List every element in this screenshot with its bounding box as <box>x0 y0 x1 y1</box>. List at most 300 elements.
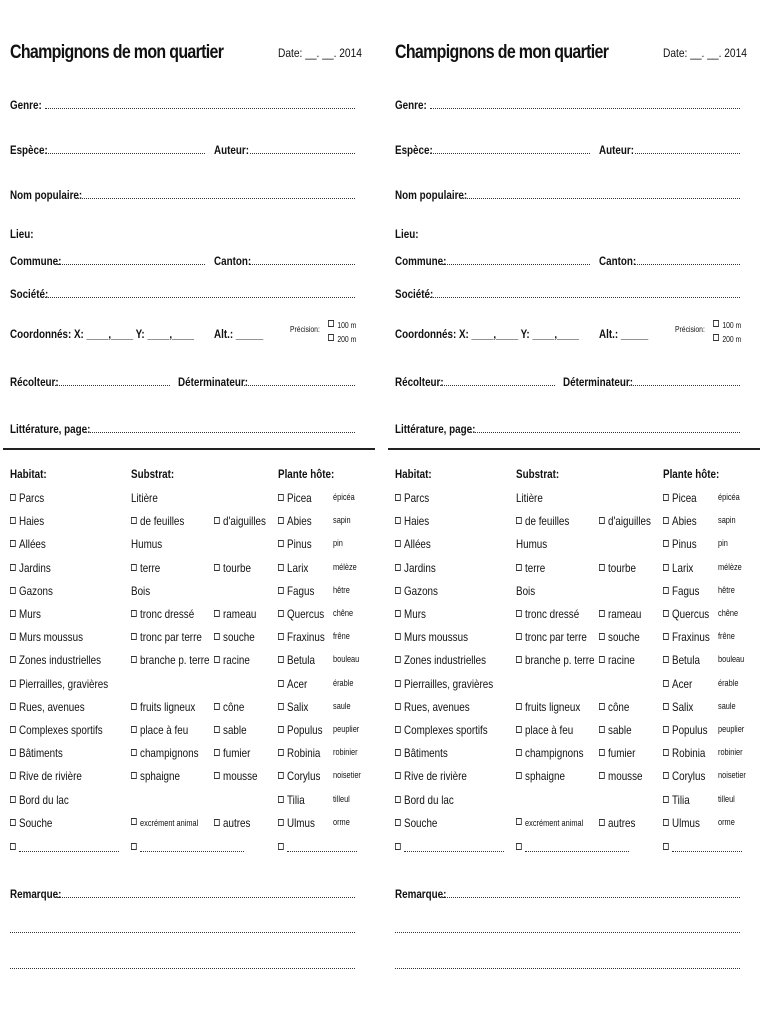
checkbox-icon <box>10 494 16 501</box>
checkbox-icon <box>214 610 220 617</box>
checkbox-icon <box>663 587 669 594</box>
substrat-checkbox[interactable]: excrément animal <box>131 818 198 828</box>
checkbox-icon <box>278 726 284 733</box>
plante-hote-checkbox[interactable]: Quercus <box>663 607 709 621</box>
plante-hote-checkbox[interactable]: Betula <box>663 653 700 667</box>
checkbox-icon <box>599 633 605 640</box>
auteur-field[interactable] <box>250 153 355 154</box>
plante-hote-common-name: sapin <box>718 515 736 526</box>
checkbox-icon <box>663 819 669 826</box>
plante-hote-checkbox[interactable]: Pinus <box>278 537 312 551</box>
remarque-line-3[interactable] <box>10 968 355 969</box>
habitat-checkbox[interactable]: Zones industrielles <box>395 653 486 667</box>
checkbox-icon <box>10 633 16 640</box>
precision-100m-checkbox[interactable]: 100 m <box>328 320 356 330</box>
precision-100m-checkbox[interactable]: 100 m <box>713 320 741 330</box>
checkbox-icon <box>395 633 401 640</box>
checkbox-icon <box>395 726 401 733</box>
checkbox-icon <box>663 843 669 850</box>
checkbox-icon <box>10 843 16 850</box>
recolteur-label: Récolteur: <box>395 375 444 389</box>
checkbox-icon <box>131 726 137 733</box>
checkbox-icon <box>663 494 669 501</box>
checkbox-icon <box>395 843 401 850</box>
espece-field[interactable] <box>430 153 590 154</box>
plante-hote-common-name: chêne <box>333 608 354 618</box>
substrat-checkbox[interactable]: autres <box>599 816 635 830</box>
plante-hote-common-name: épicéa <box>718 492 740 502</box>
habitat-checkbox[interactable]: Haies <box>395 514 429 528</box>
checkbox-icon <box>214 703 220 710</box>
checkbox-icon <box>663 540 669 547</box>
substrat-checkbox[interactable]: d'aiguilles <box>599 514 651 528</box>
altitude-field[interactable]: Alt.: _____ <box>599 327 649 341</box>
societe-label: Société: <box>10 287 49 301</box>
substrat-checkbox[interactable]: sable <box>214 723 247 737</box>
checkbox-icon <box>278 843 284 850</box>
habitat-checkbox[interactable]: Allées <box>10 537 46 551</box>
habitat-checkbox[interactable]: Jardins <box>10 561 51 575</box>
checkbox-icon <box>599 726 605 733</box>
checkbox-icon <box>278 796 284 803</box>
habitat-checkbox[interactable]: Rues, avenues <box>10 700 85 714</box>
checkbox-icon <box>663 726 669 733</box>
checkbox-icon <box>10 796 16 803</box>
habitat-checkbox[interactable]: Bord du lac <box>395 793 454 807</box>
plante-hote-checkbox[interactable]: Abies <box>278 514 312 528</box>
checkbox-icon <box>395 494 401 501</box>
checkbox-icon <box>214 564 220 571</box>
habitat-checkbox[interactable]: Bord du lac <box>10 793 69 807</box>
checkbox-icon <box>10 587 16 594</box>
recolteur-field[interactable] <box>55 385 170 386</box>
checkbox-icon <box>599 656 605 663</box>
checkbox-icon <box>10 819 16 826</box>
remarque-field[interactable] <box>442 897 740 898</box>
substrat-checkbox[interactable]: fruits ligneux <box>516 700 580 714</box>
nom-populaire-field[interactable] <box>463 198 740 199</box>
checkbox-icon <box>516 749 522 756</box>
substrat-category: Humus <box>131 537 163 552</box>
checkbox-icon <box>713 320 719 327</box>
auteur-label: Auteur: <box>599 143 634 157</box>
habitat-checkbox[interactable]: Haies <box>10 514 44 528</box>
substrat-checkbox[interactable]: d'aiguilles <box>214 514 266 528</box>
checkbox-icon <box>10 610 16 617</box>
substrat-checkbox[interactable]: tourbe <box>599 561 636 575</box>
substrat-checkbox[interactable]: de feuilles <box>516 514 569 528</box>
plante-hote-common-name: orme <box>718 816 735 827</box>
substrat-checkbox[interactable]: terre <box>131 561 160 575</box>
plante-hote-common-name: érable <box>333 677 354 688</box>
substrat-checkbox[interactable]: fumier <box>599 746 635 760</box>
checkbox-icon <box>131 843 137 850</box>
substrat-other-field[interactable] <box>140 851 244 852</box>
plante-hote-common-name: tilleul <box>718 793 735 804</box>
plante-hote-common-name: chêne <box>718 608 739 618</box>
plante-hote-checkbox[interactable]: Larix <box>663 561 693 575</box>
commune-field[interactable] <box>442 264 590 265</box>
checkbox-icon <box>214 517 220 524</box>
habitat-checkbox[interactable]: Complexes sportifs <box>395 723 488 737</box>
plante-hote-common-name: orme <box>333 816 350 827</box>
plante-hote-common-name: tilleul <box>333 793 350 804</box>
checkbox-icon <box>663 703 669 710</box>
substrat-checkbox[interactable]: champignons <box>516 746 584 760</box>
canton-field[interactable] <box>635 264 740 265</box>
habitat-checkbox[interactable]: Murs <box>10 607 41 621</box>
litterature-label: Littérature, page: <box>10 422 91 436</box>
checkbox-icon <box>328 320 334 327</box>
substrat-checkbox[interactable]: de feuilles <box>131 514 184 528</box>
checkbox-icon <box>10 517 16 524</box>
genre-field[interactable] <box>45 108 355 109</box>
societe-field[interactable] <box>45 297 355 298</box>
checkbox-icon <box>131 656 137 663</box>
checkbox-icon <box>599 517 605 524</box>
plante-hote-checkbox[interactable]: Picea <box>278 491 312 505</box>
canton-label: Canton: <box>599 254 637 268</box>
checkbox-icon <box>516 726 522 733</box>
substrat-checkbox[interactable]: souche <box>214 630 255 644</box>
commune-field[interactable] <box>57 264 205 265</box>
recolteur-field[interactable] <box>440 385 555 386</box>
checkbox-icon <box>278 633 284 640</box>
plante-hote-common-name: mélèze <box>333 561 357 572</box>
plante-hote-common-name: bouleau <box>333 654 360 665</box>
checkbox-icon <box>516 564 522 571</box>
checkbox-icon <box>663 749 669 756</box>
coordonnes-field[interactable]: Coordonnés: X: ____,____ Y: ____,____ <box>10 327 194 341</box>
plante-other-field[interactable] <box>287 851 357 852</box>
substrat-category: Litière <box>516 491 543 505</box>
substrat-checkbox[interactable]: tronc dressé <box>516 607 579 621</box>
plante-hote-common-name: peuplier <box>333 724 360 734</box>
genre-field[interactable] <box>430 108 740 109</box>
checkbox-icon <box>278 819 284 826</box>
checkbox-icon <box>278 680 284 687</box>
societe-field[interactable] <box>430 297 740 298</box>
checkbox-icon <box>10 656 16 663</box>
checkbox-icon <box>599 819 605 826</box>
determinateur-label: Déterminateur: <box>178 375 248 389</box>
plante-hote-common-name: frêne <box>333 631 350 642</box>
plante-hote-common-name: hêtre <box>333 584 350 595</box>
substrat-checkbox[interactable]: fumier <box>214 746 250 760</box>
checkbox-icon <box>713 334 719 341</box>
habitat-checkbox[interactable]: Pierrailles, gravières <box>395 677 493 691</box>
canton-field[interactable] <box>250 264 355 265</box>
plante-hote-checkbox[interactable]: Corylus <box>663 769 705 783</box>
habitat-checkbox[interactable]: Souche <box>395 816 437 830</box>
societe-label: Société: <box>395 287 434 301</box>
checkbox-icon <box>599 703 605 710</box>
substrat-header: Substrat: <box>516 467 560 481</box>
substrat-checkbox[interactable]: racine <box>214 653 250 667</box>
substrat-checkbox[interactable]: mousse <box>214 769 257 783</box>
espece-field[interactable] <box>45 153 205 154</box>
plante-hote-checkbox[interactable]: Fagus <box>663 584 699 598</box>
remarque-line-2[interactable] <box>10 932 355 933</box>
checkbox-icon <box>599 772 605 779</box>
substrat-checkbox[interactable]: cône <box>214 700 244 714</box>
checkbox-icon <box>278 587 284 594</box>
checkbox-icon <box>516 656 522 663</box>
plante-other-checkbox[interactable] <box>278 840 287 854</box>
substrat-checkbox[interactable]: tronc par terre <box>516 630 587 644</box>
plante-hote-checkbox[interactable]: Robinia <box>278 746 320 760</box>
checkbox-icon <box>278 517 284 524</box>
precision-200m-checkbox[interactable]: 200 m <box>328 334 356 344</box>
substrat-checkbox[interactable]: cône <box>599 700 629 714</box>
checkbox-icon <box>395 564 401 571</box>
determinateur-field[interactable] <box>627 385 740 386</box>
substrat-checkbox[interactable]: champignons <box>131 746 199 760</box>
checkbox-icon <box>599 564 605 571</box>
substrat-category: Litière <box>131 491 158 505</box>
form-card-right <box>385 0 760 1024</box>
substrat-checkbox[interactable]: rameau <box>599 607 641 621</box>
checkbox-icon <box>131 517 137 524</box>
genre-label: Genre: <box>10 98 42 112</box>
plante-hote-common-name: peuplier <box>718 724 745 734</box>
checkbox-icon <box>395 680 401 687</box>
checkbox-icon <box>395 587 401 594</box>
nom-populaire-field[interactable] <box>78 198 355 199</box>
recolteur-label: Récolteur: <box>10 375 59 389</box>
habitat-checkbox[interactable]: Allées <box>395 537 431 551</box>
section-divider <box>388 448 760 450</box>
plante-hote-checkbox[interactable]: Abies <box>663 514 697 528</box>
plante-hote-header: Plante hôte: <box>278 467 335 481</box>
plante-hote-common-name: épicéa <box>333 492 355 502</box>
habitat-checkbox[interactable]: Rive de rivière <box>395 769 467 783</box>
remarque-label: Remarque: <box>395 887 447 901</box>
plante-hote-common-name: saule <box>333 700 351 711</box>
substrat-checkbox[interactable]: terre <box>516 561 545 575</box>
plante-hote-checkbox[interactable]: Picea <box>663 491 697 505</box>
checkbox-icon <box>10 749 16 756</box>
plante-hote-checkbox[interactable]: Acer <box>278 677 307 691</box>
remarque-field[interactable] <box>57 897 355 898</box>
checkbox-icon <box>516 843 522 850</box>
checkbox-icon <box>395 772 401 779</box>
checkbox-icon <box>599 610 605 617</box>
checkbox-icon <box>395 610 401 617</box>
habitat-checkbox[interactable]: Bâtiments <box>395 746 448 760</box>
auteur-field[interactable] <box>635 153 740 154</box>
habitat-checkbox[interactable]: Gazons <box>395 584 438 598</box>
plante-hote-common-name: robinier <box>718 747 743 758</box>
plante-hote-checkbox[interactable]: Ulmus <box>278 816 315 830</box>
habitat-checkbox[interactable]: Parcs <box>10 491 44 505</box>
checkbox-icon <box>395 703 401 710</box>
substrat-checkbox[interactable]: branche p. terre <box>516 653 594 667</box>
habitat-header: Habitat: <box>395 467 432 481</box>
plante-hote-common-name: hêtre <box>718 584 735 595</box>
plante-hote-checkbox[interactable]: Fraxinus <box>278 630 325 644</box>
plante-hote-checkbox[interactable]: Quercus <box>278 607 324 621</box>
litterature-field[interactable] <box>471 432 740 433</box>
habitat-checkbox[interactable]: Parcs <box>395 491 429 505</box>
habitat-checkbox[interactable]: Murs moussus <box>395 630 468 644</box>
substrat-checkbox[interactable]: tronc par terre <box>131 630 202 644</box>
plante-hote-checkbox[interactable]: Acer <box>663 677 692 691</box>
plante-hote-checkbox[interactable]: Salix <box>663 700 693 714</box>
plante-hote-checkbox[interactable]: Tilia <box>663 793 690 807</box>
checkbox-icon <box>10 726 16 733</box>
remarque-line-2[interactable] <box>395 932 740 933</box>
litterature-field[interactable] <box>86 432 355 433</box>
checkbox-icon <box>395 540 401 547</box>
habitat-checkbox[interactable]: Murs moussus <box>10 630 83 644</box>
remarque-label: Remarque: <box>10 887 62 901</box>
habitat-checkbox[interactable]: Rues, avenues <box>395 700 470 714</box>
determinateur-field[interactable] <box>242 385 355 386</box>
plante-hote-checkbox[interactable]: Tilia <box>278 793 305 807</box>
checkbox-icon <box>10 703 16 710</box>
checkbox-icon <box>214 772 220 779</box>
nom-populaire-label: Nom populaire: <box>10 188 83 202</box>
substrat-checkbox[interactable]: autres <box>214 816 250 830</box>
plante-hote-checkbox[interactable]: Populus <box>278 723 323 737</box>
remarque-line-3[interactable] <box>395 968 740 969</box>
plante-hote-checkbox[interactable]: Ulmus <box>663 816 700 830</box>
checkbox-icon <box>663 772 669 779</box>
habitat-other-field[interactable] <box>404 851 504 852</box>
plante-hote-checkbox[interactable]: Corylus <box>278 769 320 783</box>
plante-other-checkbox[interactable] <box>663 840 672 854</box>
plante-hote-common-name: saule <box>718 700 736 711</box>
checkbox-icon <box>131 633 137 640</box>
checkbox-icon <box>278 703 284 710</box>
habitat-checkbox[interactable]: Jardins <box>395 561 436 575</box>
habitat-other-checkbox[interactable] <box>395 840 404 854</box>
habitat-checkbox[interactable]: Bâtiments <box>10 746 63 760</box>
plante-hote-checkbox[interactable]: Betula <box>278 653 315 667</box>
checkbox-icon <box>10 680 16 687</box>
form-card-left <box>0 0 375 1024</box>
checkbox-icon <box>395 656 401 663</box>
genre-label: Genre: <box>395 98 427 112</box>
checkbox-icon <box>278 656 284 663</box>
habitat-checkbox[interactable]: Rive de rivière <box>10 769 82 783</box>
checkbox-icon <box>131 818 137 825</box>
plante-hote-checkbox[interactable]: Robinia <box>663 746 705 760</box>
checkbox-icon <box>663 517 669 524</box>
substrat-other-checkbox[interactable] <box>516 840 525 854</box>
checkbox-icon <box>278 540 284 547</box>
date-field[interactable]: Date: __. __. 2014 <box>663 46 747 60</box>
substrat-checkbox[interactable]: sphaigne <box>131 769 180 783</box>
checkbox-icon <box>131 564 137 571</box>
substrat-checkbox[interactable]: souche <box>599 630 640 644</box>
espece-label: Espèce: <box>10 143 48 157</box>
plante-hote-checkbox[interactable]: Fagus <box>278 584 314 598</box>
substrat-header: Substrat: <box>131 467 175 481</box>
plante-hote-common-name: noisetier <box>333 770 361 781</box>
plante-hote-common-name: robinier <box>333 747 358 758</box>
habitat-checkbox[interactable]: Zones industrielles <box>10 653 101 667</box>
section-divider <box>3 448 375 450</box>
substrat-checkbox[interactable]: tronc dressé <box>131 607 194 621</box>
checkbox-icon <box>395 749 401 756</box>
substrat-other-checkbox[interactable] <box>131 840 140 854</box>
checkbox-icon <box>278 610 284 617</box>
plante-hote-checkbox[interactable]: Populus <box>663 723 708 737</box>
plante-hote-checkbox[interactable]: Salix <box>278 700 308 714</box>
plante-hote-checkbox[interactable]: Fraxinus <box>663 630 710 644</box>
substrat-checkbox[interactable]: tourbe <box>214 561 251 575</box>
habitat-header: Habitat: <box>10 467 47 481</box>
checkbox-icon <box>516 610 522 617</box>
checkbox-icon <box>516 772 522 779</box>
substrat-checkbox[interactable]: fruits ligneux <box>131 700 195 714</box>
determinateur-label: Déterminateur: <box>563 375 633 389</box>
checkbox-icon <box>10 564 16 571</box>
checkbox-icon <box>214 726 220 733</box>
substrat-checkbox[interactable]: rameau <box>214 607 256 621</box>
checkbox-icon <box>10 540 16 547</box>
altitude-field[interactable]: Alt.: _____ <box>214 327 264 341</box>
checkbox-icon <box>663 564 669 571</box>
plante-hote-common-name: pin <box>333 538 343 549</box>
coordonnes-field[interactable]: Coordonnés: X: ____,____ Y: ____,____ <box>395 327 579 341</box>
checkbox-icon <box>516 818 522 825</box>
canton-label: Canton: <box>214 254 252 268</box>
checkbox-icon <box>328 334 334 341</box>
checkbox-icon <box>395 796 401 803</box>
habitat-checkbox[interactable]: Souche <box>10 816 52 830</box>
habitat-checkbox[interactable]: Murs <box>395 607 426 621</box>
espece-label: Espèce: <box>395 143 433 157</box>
precision-label: Précision: <box>290 325 320 334</box>
plante-other-field[interactable] <box>672 851 742 852</box>
plante-hote-common-name: noisetier <box>718 770 746 781</box>
checkbox-icon <box>214 656 220 663</box>
substrat-checkbox[interactable]: sable <box>599 723 632 737</box>
substrat-checkbox[interactable]: sphaigne <box>516 769 565 783</box>
plante-hote-checkbox[interactable]: Larix <box>278 561 308 575</box>
checkbox-icon <box>214 749 220 756</box>
nom-populaire-label: Nom populaire: <box>395 188 468 202</box>
plante-hote-common-name: mélèze <box>718 561 742 572</box>
checkbox-icon <box>516 517 522 524</box>
plante-hote-header: Plante hôte: <box>663 467 720 481</box>
checkbox-icon <box>663 610 669 617</box>
substrat-checkbox[interactable]: branche p. terre <box>131 653 209 667</box>
checkbox-icon <box>516 703 522 710</box>
checkbox-icon <box>214 633 220 640</box>
substrat-checkbox[interactable]: place à feu <box>516 723 573 737</box>
substrat-checkbox[interactable]: racine <box>599 653 635 667</box>
checkbox-icon <box>131 703 137 710</box>
habitat-checkbox[interactable]: Gazons <box>10 584 53 598</box>
habitat-other-checkbox[interactable] <box>10 840 19 854</box>
date-field[interactable]: Date: __. __. 2014 <box>278 46 362 60</box>
habitat-checkbox[interactable]: Pierrailles, gravières <box>10 677 108 691</box>
plante-hote-checkbox[interactable]: Pinus <box>663 537 697 551</box>
auteur-label: Auteur: <box>214 143 249 157</box>
substrat-checkbox[interactable]: place à feu <box>131 723 188 737</box>
substrat-other-field[interactable] <box>525 851 629 852</box>
substrat-checkbox[interactable]: excrément animal <box>516 818 583 828</box>
lieu-label: Lieu: <box>10 227 34 241</box>
habitat-other-field[interactable] <box>19 851 119 852</box>
substrat-checkbox[interactable]: mousse <box>599 769 642 783</box>
habitat-checkbox[interactable]: Complexes sportifs <box>10 723 103 737</box>
precision-200m-checkbox[interactable]: 200 m <box>713 334 741 344</box>
